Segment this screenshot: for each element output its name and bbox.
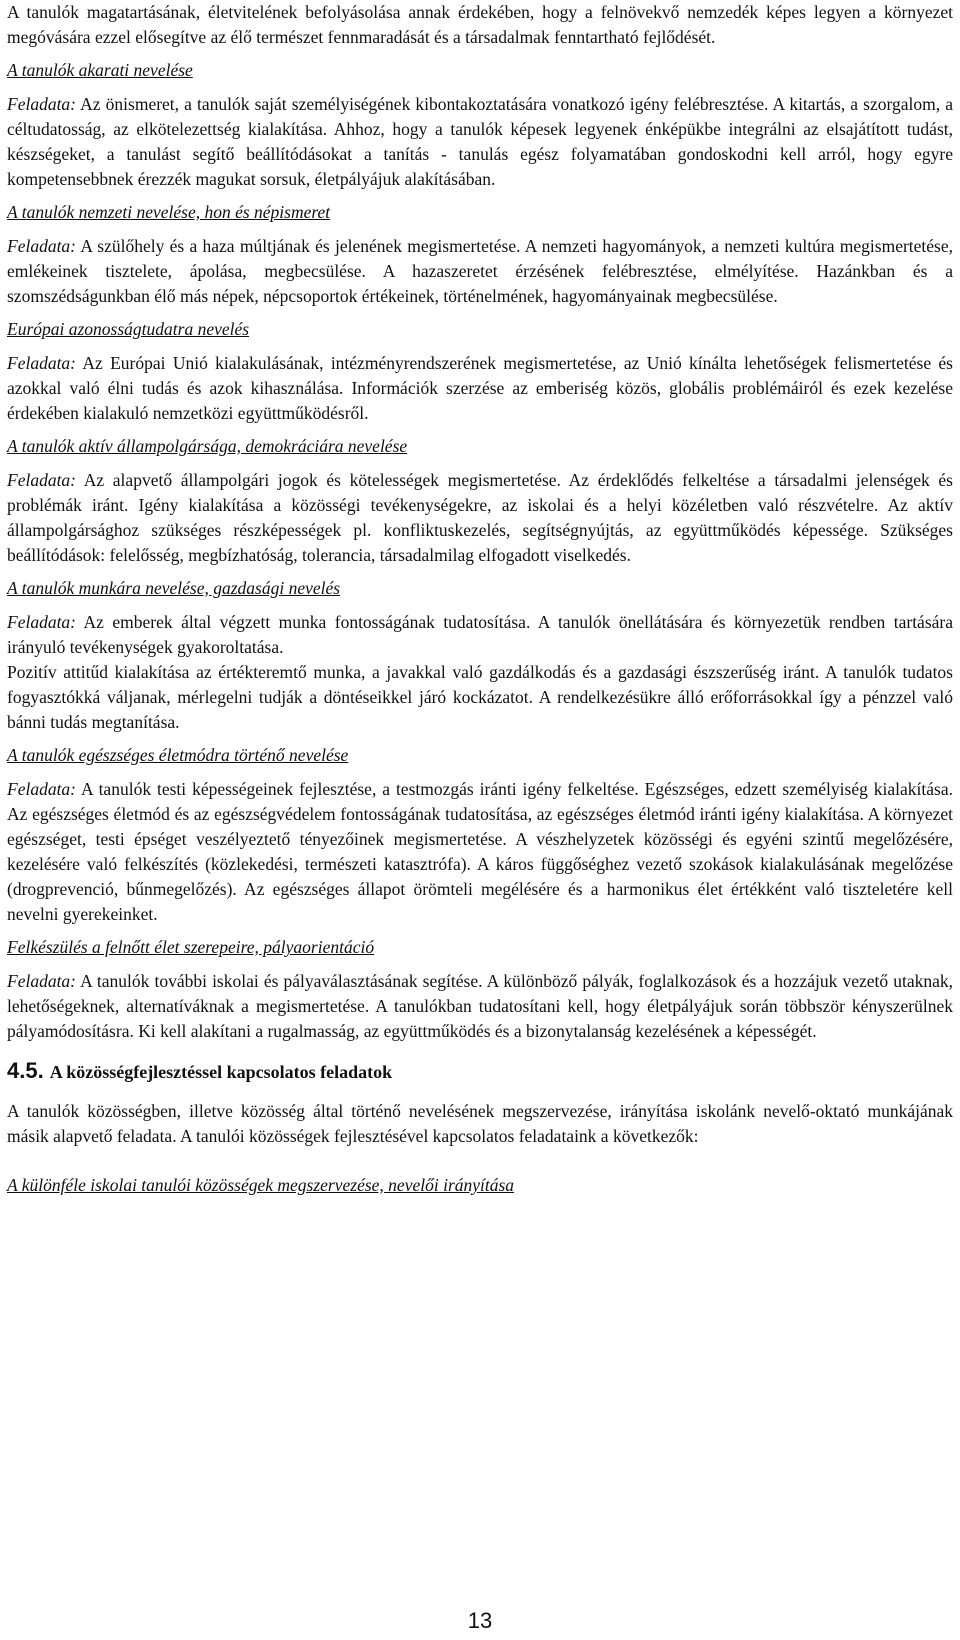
section-heading: A tanulók egészséges életmódra történő nevelése — [7, 745, 349, 765]
task-label: Feladata: — [7, 612, 77, 632]
page-content — [7, 0, 953, 1207]
section-body — [7, 234, 953, 309]
page-number: 13 — [467, 1608, 493, 1633]
section-heading: A tanulók aktív állampolgársága, demokráciára nevelése — [7, 436, 408, 456]
section-allampolgarsag — [7, 434, 953, 568]
task-text: Az önismeret, a tanulók saját személyiségének kibontakoztatására vonatkozó igény felébresztése. A kitartás, a szorgalom, a céltudatosság, az elkötelezettség kialakítása. Ahhoz, hogy a tanulók képesek legyenek énképükbe integrálni az elsajátított tudást, készségeket, a tanulást segítő beállítódásokat a tanítás - tanulás egész folyamatában gondoskodni kell arról, hogy egyre kompetensebbnek érezzék magukat sorsuk, életpályájuk alakításában. — [7, 94, 953, 189]
section-title-text: A közösségfejlesztéssel kapcsolatos feladatok — [49, 1062, 393, 1082]
section-heading: A tanulók nemzeti nevelése, hon és népismeret — [7, 202, 331, 222]
section-heading: Európai azonosságtudatra nevelés — [7, 319, 250, 339]
section-nemzeti — [7, 200, 953, 309]
task-text: A szülőhely és a haza múltjának és jelenének megismertetése. A nemzeti hagyományok, a nemzeti kultúra megismertetése, emlékeinek tisztelete, ápolása, megbecsülése. A hazaszeretet érzésének felébresztése, elmélyítése. Hazánkban és a szomszédságunkban élő más népek, népcsoportok értékeinek, történelmének, hagyományainak megbecsülése. — [7, 236, 953, 306]
task-text: Az emberek által végzett munka fontosságának tudatosítása. A tanulók önellátására és környezetük rendben tartására irányuló tevékenységek gyakoroltatása. — [7, 612, 953, 657]
section-4-5-title — [7, 1058, 953, 1085]
section-heading: A tanulók akarati nevelése — [7, 60, 193, 80]
task-text: A tanulók testi képességeinek fejlesztése, a testmozgás iránti igény felkeltése. Egészséges, edzett személyiség kialakítása. Az egészséges életmód és az egészségvédelem fontosságának tudatosítása, az egészséges életmód iránti igény kialakítása. A környezet egészséget, testi épséget veszélyeztető tényezőinek megismertetése. A vészhelyzetek közösségi és egyéni szintű megelőzésére, kezelésére való felkészítés (közlekedési, természeti katasztrófa). A káros függőséghez vezető szokások kialakulásának megelőzése (drogprevenció, bűnmegelőzés). Az egészséges állapot örömteli megélésére és a harmonikus élet értékként való tiszteletére kell nevelni gyerekeinket. — [7, 779, 953, 924]
task-label: Feladata: — [7, 470, 77, 490]
task-label: Feladata: — [7, 236, 77, 256]
section-4-5-body: A tanulók közösségben, illetve közösség által történő nevelésének megszervezése, irányítása iskolánk nevelő-oktató munkájának másik alapvető feladata. A tanulói közösségek fejlesztésével kapcsolatos feladataink a következők: — [7, 1101, 953, 1146]
section-europai — [7, 317, 953, 426]
task-text: Az Európai Unió kialakulásának, intézményrendszerének megismertetése, az Unió kínálta lehetőségek felismertetése és azokkal való élni tudás és azok kihasználása. Információk szerzése az emberiség közös, globális problémáiról és ezek kezelése érdekében kialakuló nemzetközi együttműködésről. — [7, 353, 953, 423]
section-body — [7, 468, 953, 568]
section-akarati — [7, 58, 953, 192]
section-body — [7, 351, 953, 426]
task-label: Feladata: — [7, 779, 77, 799]
section-body — [7, 92, 953, 192]
section-number: 4.5. — [7, 1058, 44, 1083]
section-body — [7, 777, 953, 927]
section-heading: A tanulók munkára nevelése, gazdasági nevelés — [7, 578, 341, 598]
section-heading: Felkészülés a felnőtt élet szerepeire, pályaorientáció — [7, 937, 375, 957]
task-label: Feladata: — [7, 971, 77, 991]
task-text: Az alapvető állampolgári jogok és kötelességek megismertetése. Az érdeklődés felkeltése a társadalmi jelenségek és problémák iránt. Igény kialakítása a közösségi tevékenységekre, az iskolai és a helyi közéletben való részvételre. Az aktív állampolgársághoz szükséges részképességek pl. konfliktuskezelés, segítségnyújtás, az együttműködés képessége. Szükséges beállítódások: felelősség, megbízhatóság, tolerancia, társadalmilag elfogadott viselkedés. — [7, 470, 953, 565]
task-label: Feladata: — [7, 353, 77, 373]
section-palyaorientacio — [7, 935, 953, 1044]
intro-paragraph: A tanulók magatartásának, életvitelének befolyásolása annak érdekében, hogy a felnövekvő nemzedék képes legyen a környezet megóvására ezzel elősegítve az élő természet fennmaradását és a társadalmak fenntartható fejlődését. — [7, 2, 953, 47]
section-body-extra: Pozitív attitűd kialakítása az értékteremtő munka, a javakkal való gazdálkodás és a gazdasági észszerűség iránt. A tanulók tudatos fogyasztókká váljanak, mérlegelni tudják a döntéseikkel járó kockázatot. A rendelkezésükre álló erőforrásokkal így a pénzzel való bánni tudás megtanítása. — [7, 662, 953, 732]
section-body — [7, 610, 953, 660]
task-text: A tanulók további iskolai és pályaválasztásának segítése. A különböző pályák, foglalkozások és a hozzájuk vezető utaknak, lehetőségeknek, alternatíváknak a megismertetése. A tanulókban tudatosítani kell, hogy életpályájuk során többször kényszerülnek pályamódosításra. Ki kell alakítani a rugalmasság, az együttműködés és a bizonytalanság kezelésének a képességét. — [7, 971, 953, 1041]
section-egeszseg — [7, 743, 953, 927]
section-munka — [7, 576, 953, 735]
section-body — [7, 969, 953, 1044]
section-heading: A különféle iskolai tanulói közösségek megszervezése, nevelői irányítása — [7, 1175, 515, 1195]
task-label: Feladata: — [7, 94, 77, 114]
